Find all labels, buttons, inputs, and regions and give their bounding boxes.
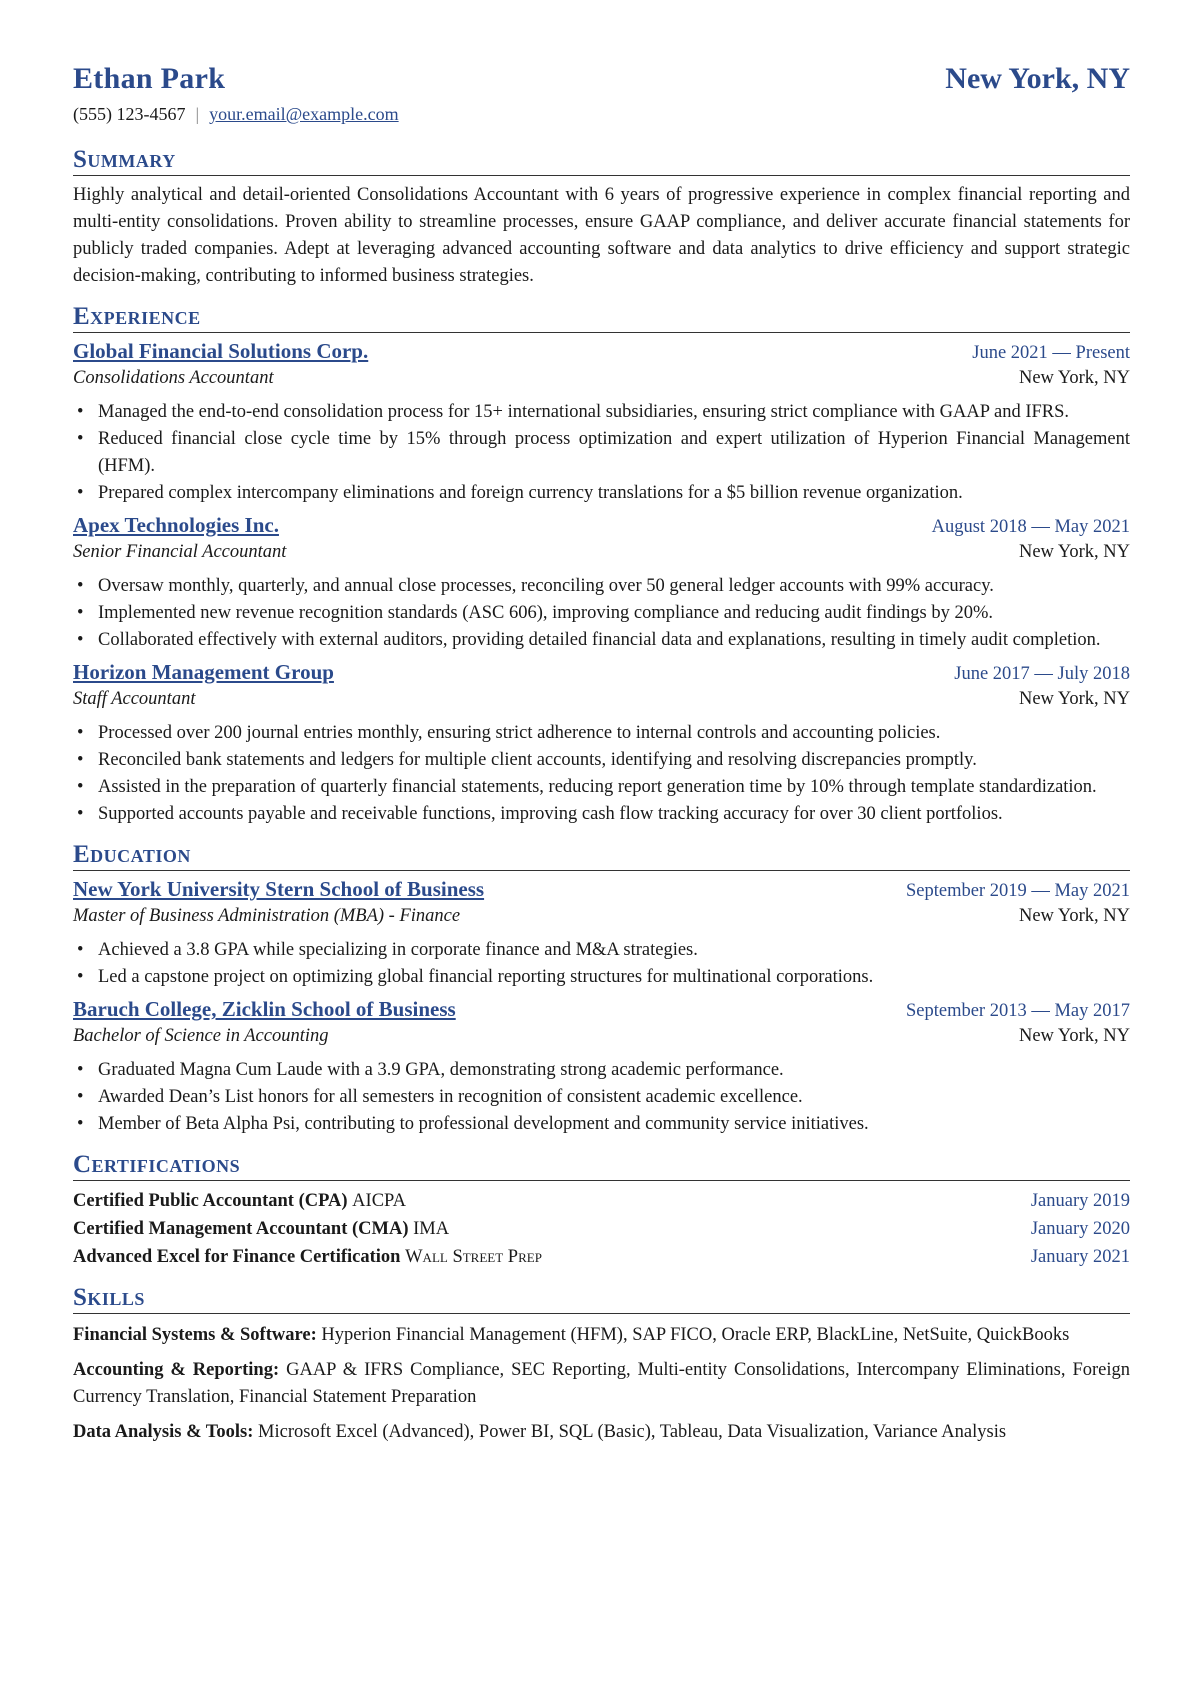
employment-dates: June 2021 — Present <box>972 343 1130 363</box>
bullet-text: Collaborated effectively with external auditors, providing detailed financial data and explanations, resulting in timely audit completion. <box>98 630 1101 650</box>
bullet-text: Reduced financial close cycle time by 15% through process optimization and expert utilization of Hyperion Financial Management (HFM). <box>98 429 1130 476</box>
phone-number: (555) 123-4567 <box>73 104 186 124</box>
resume-header <box>73 62 1130 96</box>
section-heading-experience: Experience <box>73 304 1130 333</box>
certification-row <box>73 1243 1130 1271</box>
employment-dates: August 2018 — May 2021 <box>931 517 1130 537</box>
degree: Master of Business Administration (MBA) - Finance <box>73 906 461 926</box>
certification-issuer: IMA <box>413 1219 450 1239</box>
certification-date: January 2019 <box>1030 1191 1130 1211</box>
bullet-text: Prepared complex intercompany eliminations and foreign currency translations for a $5 billion revenue organization. <box>98 483 963 503</box>
job-location: New York, NY <box>1018 368 1130 388</box>
section-heading-skills: Skills <box>73 1285 1130 1314</box>
bullet-icon: • <box>77 940 84 960</box>
bullet-text: Graduated Magna Cum Laude with a 3.9 GPA, demonstrating strong academic performance. <box>98 1060 784 1080</box>
bullet-text: Assisted in the preparation of quarterly financial statements, reducing report generation time by 10% through template standardization. <box>98 777 1097 797</box>
list-item <box>73 747 1130 774</box>
bullet-icon: • <box>77 1060 84 1080</box>
certification-issuer: Wall Street Prep <box>405 1247 542 1267</box>
list-item <box>73 1057 1130 1084</box>
achievement-list <box>73 937 1130 991</box>
job-location: New York, NY <box>1018 542 1130 562</box>
bullet-icon: • <box>77 723 84 743</box>
skill-group-label: Data Analysis & Tools: <box>73 1422 254 1442</box>
certification-date: January 2021 <box>1030 1247 1130 1267</box>
email-link[interactable]: your.email@example.com <box>209 104 399 124</box>
bullet-text: Led a capstone project on optimizing global financial reporting structures for multinational corporations. <box>98 967 874 987</box>
skill-group-values: Hyperion Financial Management (HFM), SAP FICO, Oracle ERP, BlackLine, NetSuite, QuickBooks <box>321 1325 1070 1345</box>
degree: Bachelor of Science in Accounting <box>73 1026 329 1046</box>
bullet-text: Implemented new revenue recognition standards (ASC 606), improving compliance and reducing audit findings by 20%. <box>98 603 993 623</box>
bullet-text: Achieved a 3.8 GPA while specializing in corporate finance and M&A strategies. <box>98 940 698 960</box>
candidate-location: New York, NY <box>945 62 1130 95</box>
certification-row <box>73 1187 1130 1215</box>
resume-page <box>73 62 1130 1446</box>
summary-text: Highly analytical and detail-oriented Consolidations Accountant with 6 years of progressive experience in complex financial reporting and multi-entity consolidations. Proven ability to streamline processes, ensure GAAP compliance, and deliver accurate financial statements for publicly traded companies. Adept at leveraging advanced accounting software and data analytics to drive efficiency and support strategic decision-making, contributing to informed business strategies. <box>73 185 1130 286</box>
employment-dates: June 2017 — July 2018 <box>954 664 1130 684</box>
bullet-icon: • <box>77 1114 84 1134</box>
education-dates: September 2019 — May 2021 <box>905 881 1130 901</box>
skill-group-label: Financial Systems & Software: <box>73 1325 317 1345</box>
certification-name: Certified Public Accountant (CPA) <box>73 1191 348 1211</box>
education-entry <box>73 877 1130 991</box>
job-title: Staff Accountant <box>73 689 196 709</box>
certification-list <box>73 1187 1130 1271</box>
experience-entry <box>73 660 1130 828</box>
education-entry <box>73 997 1130 1138</box>
experience-entry <box>73 513 1130 654</box>
achievement-list <box>73 720 1130 828</box>
certification-row <box>73 1215 1130 1243</box>
bullet-text: Awarded Dean’s List honors for all semesters in recognition of consistent academic excellence. <box>98 1087 803 1107</box>
bullet-text: Supported accounts payable and receivable functions, improving cash flow tracking accuracy for over 30 client portfolios. <box>98 804 1003 824</box>
list-item <box>73 399 1130 426</box>
certification-name: Advanced Excel for Finance Certification <box>73 1247 401 1267</box>
bullet-text: Processed over 200 journal entries monthly, ensuring strict adherence to internal controls and accounting policies. <box>98 723 941 743</box>
skill-group-values: Microsoft Excel (Advanced), Power BI, SQL (Basic), Tableau, Data Visualization, Variance Analysis <box>258 1422 1007 1442</box>
certification-issuer: AICPA <box>352 1191 406 1211</box>
job-location: New York, NY <box>1018 689 1130 709</box>
bullet-icon: • <box>77 750 84 770</box>
bullet-icon: • <box>77 576 84 596</box>
list-item <box>73 720 1130 747</box>
bullet-text: Member of Beta Alpha Psi, contributing to professional development and community service initiatives. <box>98 1114 869 1134</box>
list-item <box>73 480 1130 507</box>
bullet-icon: • <box>77 402 84 422</box>
contact-line <box>73 104 1130 125</box>
achievement-list <box>73 399 1130 507</box>
section-heading-summary: Summary <box>73 147 1130 176</box>
skill-group <box>73 1357 1130 1411</box>
section-heading-certifications: Certifications <box>73 1152 1130 1181</box>
school-link[interactable]: New York University Stern School of Business <box>73 877 485 901</box>
skill-group-label: Accounting & Reporting: <box>73 1360 280 1380</box>
school-location: New York, NY <box>1018 906 1130 926</box>
list-item <box>73 600 1130 627</box>
list-item <box>73 1111 1130 1138</box>
bullet-text: Reconciled bank statements and ledgers for multiple client accounts, identifying and resolving discrepancies promptly. <box>98 750 977 770</box>
achievement-list <box>73 573 1130 654</box>
skill-group <box>73 1322 1130 1349</box>
bullet-icon: • <box>77 429 84 449</box>
list-item <box>73 937 1130 964</box>
experience-entry <box>73 339 1130 507</box>
bullet-icon: • <box>77 630 84 650</box>
list-item <box>73 774 1130 801</box>
bullet-text: Managed the end-to-end consolidation process for 15+ international subsidiaries, ensuring strict compliance with GAAP and IFRS. <box>98 402 1070 422</box>
candidate-name: Ethan Park <box>73 62 226 95</box>
achievement-list <box>73 1057 1130 1138</box>
list-item <box>73 1084 1130 1111</box>
bullet-icon: • <box>77 804 84 824</box>
education-dates: September 2013 — May 2017 <box>905 1001 1130 1021</box>
bullet-icon: • <box>77 967 84 987</box>
contact-separator: | <box>195 104 200 124</box>
employer-link[interactable]: Global Financial Solutions Corp. <box>73 339 369 363</box>
list-item <box>73 426 1130 480</box>
bullet-icon: • <box>77 483 84 503</box>
list-item <box>73 627 1130 654</box>
skill-group-values: GAAP & IFRS Compliance, SEC Reporting, Multi-entity Consolidations, Intercompany Eliminations, Foreign Currency Translation, Financial Statement Preparation <box>73 1360 1130 1407</box>
bullet-text: Oversaw monthly, quarterly, and annual close processes, reconciling over 50 general ledger accounts with 99% accuracy. <box>98 576 994 596</box>
list-item <box>73 573 1130 600</box>
list-item <box>73 801 1130 828</box>
school-location: New York, NY <box>1018 1026 1130 1046</box>
bullet-icon: • <box>77 1087 84 1107</box>
list-item <box>73 964 1130 991</box>
job-title: Senior Financial Accountant <box>73 542 287 562</box>
employer-link[interactable]: Horizon Management Group <box>73 660 334 684</box>
school-link[interactable]: Baruch College, Zicklin School of Business <box>73 997 456 1021</box>
bullet-icon: • <box>77 603 84 623</box>
employer-link[interactable]: Apex Technologies Inc. <box>73 513 279 537</box>
section-heading-education: Education <box>73 842 1130 871</box>
bullet-icon: • <box>77 777 84 797</box>
job-title: Consolidations Accountant <box>73 368 274 388</box>
certification-date: January 2020 <box>1030 1219 1130 1239</box>
certification-name: Certified Management Accountant (CMA) <box>73 1219 409 1239</box>
skill-group <box>73 1419 1130 1446</box>
